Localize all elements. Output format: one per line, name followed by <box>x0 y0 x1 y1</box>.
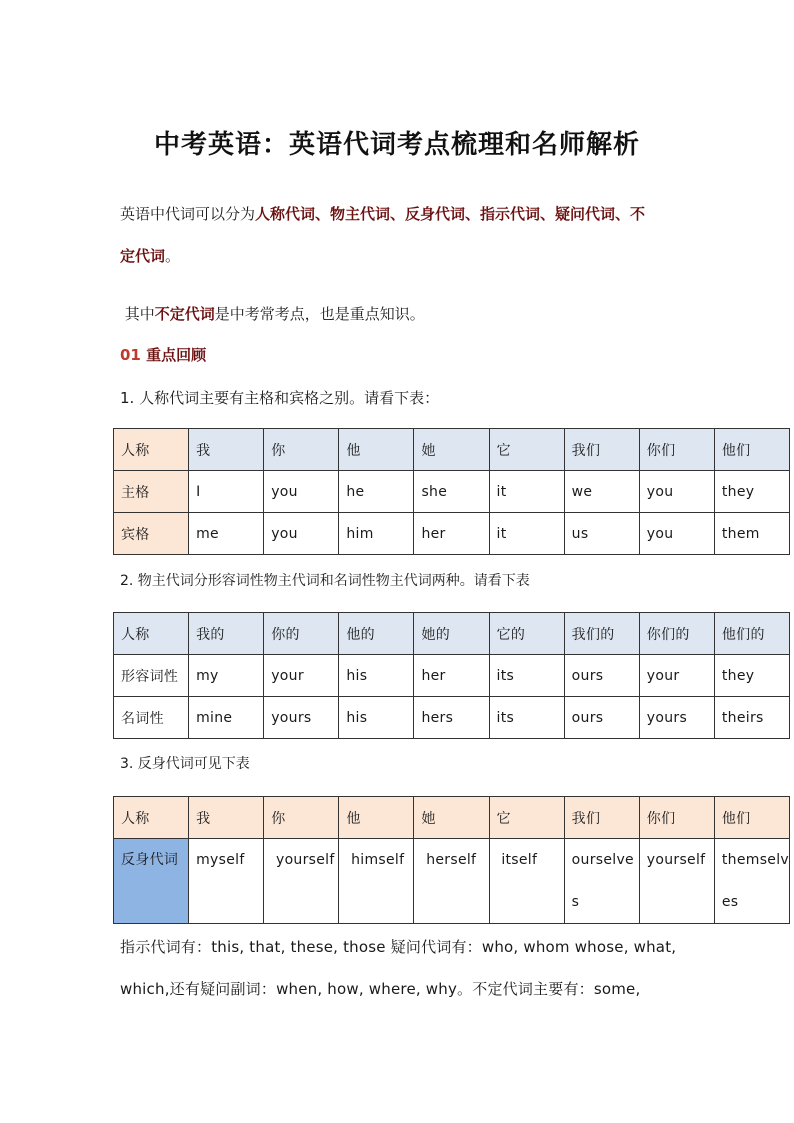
closing-line-2: which,还有疑问副词：when, how, where, why。不定代词主要有：some, <box>120 980 641 998</box>
item-2-text: 2. 物主代词分形容词性物主代词和名词性物主代词两种。请看下表 <box>120 573 530 589</box>
table-cell: 我们的 <box>564 613 639 655</box>
table-cell: ourselves <box>564 839 639 924</box>
section-number: 01 <box>120 346 141 364</box>
table-cell: her <box>414 655 489 697</box>
table-cell: 反身代词 <box>114 839 189 924</box>
table-cell: 她 <box>414 797 489 839</box>
intro-line-2 <box>120 245 180 266</box>
table-cell: it <box>489 471 564 513</box>
table-cell: its <box>489 697 564 739</box>
table-cell: 名词性 <box>114 697 189 739</box>
intro-end: 。 <box>165 247 181 265</box>
table-cell: my <box>189 655 264 697</box>
table-cell: itself <box>489 839 564 924</box>
table-cell: I <box>189 471 264 513</box>
table-row <box>114 471 790 513</box>
section-title: 重点回顾 <box>140 346 207 364</box>
table-row <box>114 839 790 924</box>
table-cell: 你们的 <box>639 613 714 655</box>
table-cell: 我 <box>189 429 264 471</box>
table-cell: 你 <box>264 429 339 471</box>
table-row <box>114 697 790 739</box>
table-row <box>114 613 790 655</box>
table-cell: 他们的 <box>714 613 789 655</box>
item-3-text: 3. 反身代词可见下表 <box>120 756 250 772</box>
table-cell: 他们 <box>714 797 789 839</box>
table-cell: mine <box>189 697 264 739</box>
table-cell: his <box>339 655 414 697</box>
table-cell: herself <box>414 839 489 924</box>
table-cell: yourself <box>264 839 339 924</box>
table-cell: ours <box>564 655 639 697</box>
table-cell: 他 <box>339 429 414 471</box>
possessive-pronoun-table <box>113 612 790 739</box>
table-cell: you <box>639 471 714 513</box>
table-cell: him <box>339 513 414 555</box>
table-cell: you <box>264 471 339 513</box>
table-row <box>114 429 790 471</box>
table-cell: 它 <box>489 429 564 471</box>
item-1-text: 1. 人称代词主要有主格和宾格之别。请看下表： <box>120 389 440 407</box>
table-cell: its <box>489 655 564 697</box>
table-cell: us <box>564 513 639 555</box>
table-cell: 他的 <box>339 613 414 655</box>
table-cell: 她 <box>414 429 489 471</box>
section-heading <box>120 344 206 365</box>
table-cell: 你的 <box>264 613 339 655</box>
table-cell: 你 <box>264 797 339 839</box>
pronoun-types-line-1: 人称代词、物主代词、反身代词、指示代词、疑问代词、不 <box>255 205 646 223</box>
page-title: 中考英语：英语代词考点梳理和名师解析 <box>153 130 640 160</box>
focus-key: 不定代词 <box>154 305 215 323</box>
table-cell: 你们 <box>639 429 714 471</box>
table-cell: yours <box>264 697 339 739</box>
table-cell: 人称 <box>114 429 189 471</box>
table-cell: we <box>564 471 639 513</box>
table-cell: 我 <box>189 797 264 839</box>
table-cell: 我的 <box>189 613 264 655</box>
table-cell: 我们 <box>564 429 639 471</box>
table-cell: 人称 <box>114 797 189 839</box>
intro-line-1 <box>120 203 645 224</box>
table-cell: they <box>714 655 789 697</box>
table-cell: 人称 <box>114 613 189 655</box>
table-cell: your <box>639 655 714 697</box>
table-cell: 它的 <box>489 613 564 655</box>
table-cell: you <box>639 513 714 555</box>
table-row <box>114 513 790 555</box>
table-cell: theirs <box>714 697 789 739</box>
table-cell: 她的 <box>414 613 489 655</box>
table-cell: he <box>339 471 414 513</box>
table-cell: 你们 <box>639 797 714 839</box>
focus-prefix: 其中 <box>120 305 155 323</box>
table-cell: 他们 <box>714 429 789 471</box>
table-cell: it <box>489 513 564 555</box>
table-cell: themselves <box>714 839 789 924</box>
table-cell: your <box>264 655 339 697</box>
table-cell: yourself <box>639 839 714 924</box>
table-cell: ours <box>564 697 639 739</box>
table-cell: they <box>714 471 789 513</box>
table-cell: them <box>714 513 789 555</box>
table-cell: his <box>339 697 414 739</box>
table-row <box>114 655 790 697</box>
reflexive-pronoun-table <box>113 796 790 924</box>
table-cell: 他 <box>339 797 414 839</box>
table-cell: her <box>414 513 489 555</box>
focus-suffix: 是中考常考点，也是重点知识。 <box>214 305 425 323</box>
table-cell: 我们 <box>564 797 639 839</box>
table-cell: 主格 <box>114 471 189 513</box>
intro-prefix: 英语中代词可以分为 <box>120 205 256 223</box>
table-cell: 形容词性 <box>114 655 189 697</box>
pronoun-types-line-2: 定代词 <box>120 247 166 265</box>
table-cell: hers <box>414 697 489 739</box>
table-cell: himself <box>339 839 414 924</box>
table-cell: she <box>414 471 489 513</box>
table-cell: yours <box>639 697 714 739</box>
personal-pronoun-table <box>113 428 790 555</box>
closing-line-1: 指示代词有：this, that, these, those 疑问代词有：who, whom whose, what, <box>120 938 677 956</box>
table-cell: 它 <box>489 797 564 839</box>
table-cell: you <box>264 513 339 555</box>
table-cell: me <box>189 513 264 555</box>
table-cell: myself <box>189 839 264 924</box>
table-cell: 宾格 <box>114 513 189 555</box>
focus-line <box>120 303 425 324</box>
table-row <box>114 797 790 839</box>
